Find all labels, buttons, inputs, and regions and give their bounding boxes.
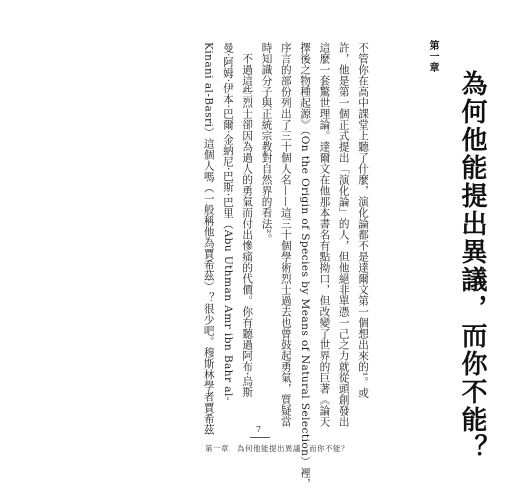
page-number: 7 <box>256 425 262 434</box>
body-line: 這麼一套驚世理論。達爾文在他那本書名有點拗口，但改變了世界的巨著《論天 <box>318 42 331 427</box>
body-line: Kinani al-Basri）這個人嗎（一般稱他為賈希茲）？很少吧。穆斯林學者賈希茲 <box>202 42 215 436</box>
body-line: 不管你在高中課堂上聽了什麼，演化論都不是達爾文第一個想出來的¹。或 <box>357 42 369 399</box>
body-line: 曼·阿姆·伊本·巴爾·金納尼·巴斯·巴里（Abu Uthman Amr ibn Bahr al- <box>221 42 234 401</box>
body-line: 時知識分子與正統宗教對自然界的看法²。 <box>260 42 273 245</box>
chapter-label: 第一章 <box>427 40 438 73</box>
running-footer: 第一章 為何他能提出異議，而你不能？ <box>205 444 349 453</box>
body-line: 許，他是第一個正式提出「演化論」的人，但他絕非單憑一己之力就從頭創發出 <box>337 42 350 427</box>
body-line: 擇後之物種起源》（On the Origin of Species by Means of Natural Selection）裡， <box>299 42 312 490</box>
body-line: 不過這些烈士卻因為過人的勇氣而付出慘痛的代價。你有聽過阿布·烏斯 <box>241 42 254 398</box>
chapter-title: 為何他能提出異議，而你不能？ <box>457 70 487 462</box>
body-line: 序言的部份列出了三十個人名——這三十個學術烈士過去也曾鼓起勇氣，質疑當 <box>279 42 292 427</box>
footer-divider <box>250 437 270 438</box>
